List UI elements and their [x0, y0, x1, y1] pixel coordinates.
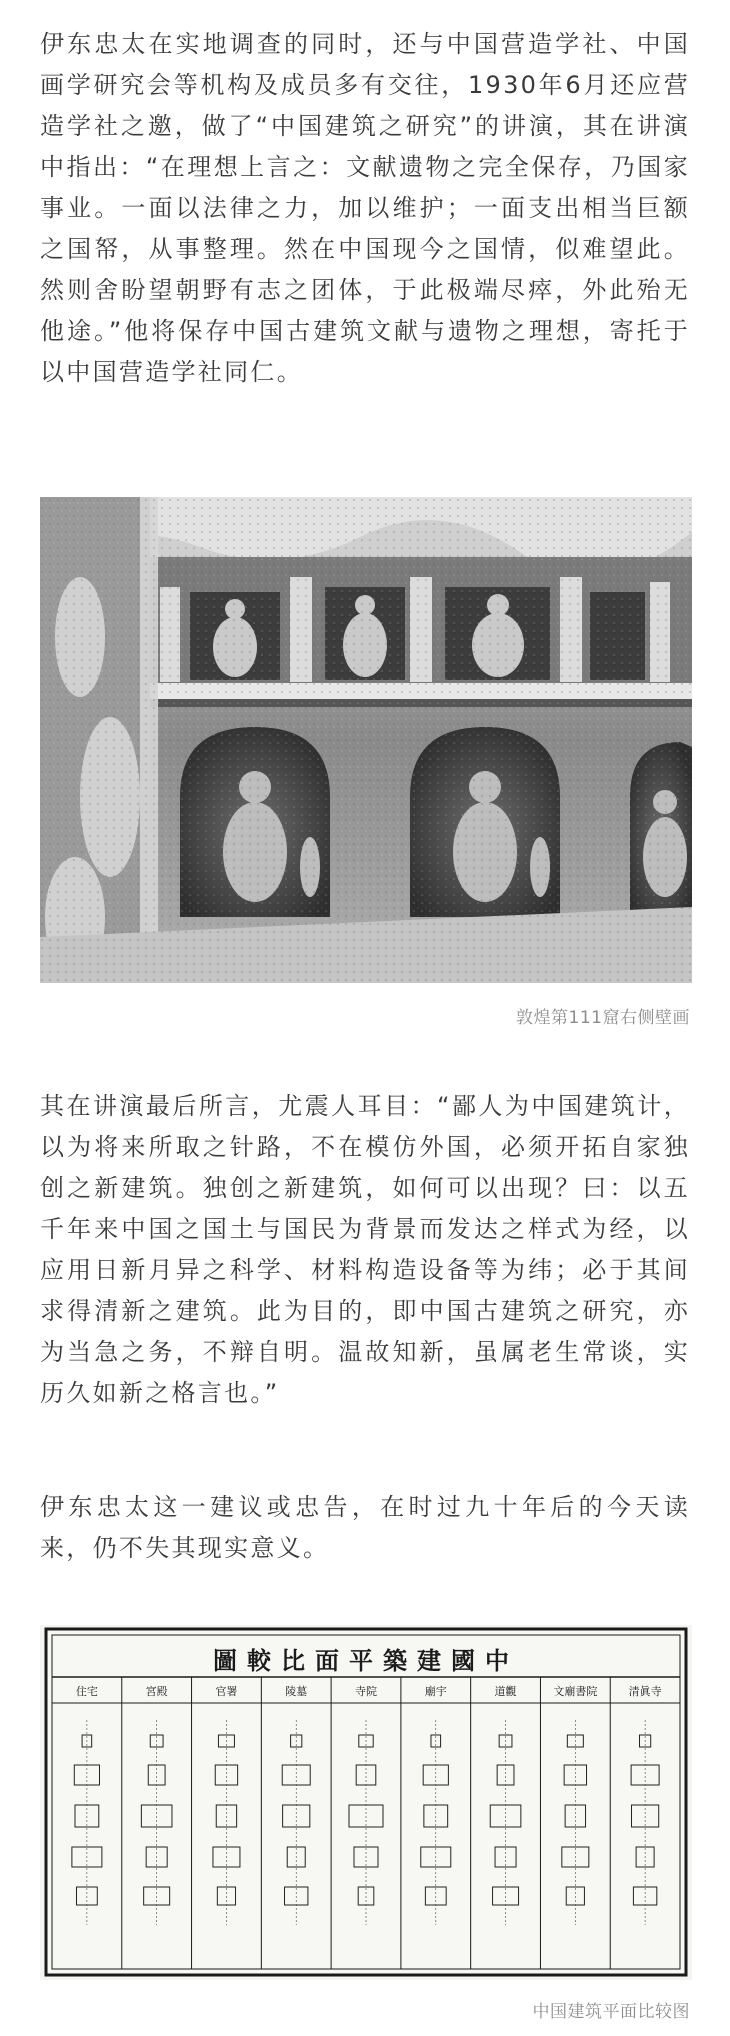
- plan-column-label: 住宅: [75, 1685, 98, 1698]
- plan-column-label: 寺院: [355, 1685, 377, 1698]
- body-paragraph-3: 伊东忠太这一建议或忠告，在时过九十年后的今天读来，仍不失其现实意义。: [40, 1493, 690, 1562]
- body-paragraph-2: 其在讲演最后所言，尤震人耳目：“鄙人为中国建筑计，以为将来所取之针路，不在模仿外国，必须开拓自家独创之新建筑。独创之新建筑，如何可以出现？曰：以五千年来中国之国土与国民为背景而发达之样式为经，以应用日新月异之科学、材料构造设备等为纬；必于其间求得清新之建筑。此为目的，即中国古建筑之研究，亦为当急之务，不辩自明。温故知新，虽属老生常谈，实历久如新之格言也。”: [40, 1092, 690, 1407]
- mural-image: [40, 497, 692, 983]
- plan-chart-image: [40, 1625, 692, 1980]
- photo-caption-1: 敦煌第111窟右侧壁画: [516, 1008, 690, 1028]
- plan-column-label: 廟宇: [424, 1685, 447, 1698]
- cave-mural-photo: [40, 497, 692, 983]
- body-paragraph-1: 伊东忠太在实地调查的同时，还与中国营造学社、中国画学研究会等机构及成员多有交往，1930年6月还应营造学社之邀，做了“中国建筑之研究”的讲演，其在讲演中指出：“在理想上言之：文献遗物之完全保存，乃国家事业。一面以法律之力，加以维护；一面支出相当巨额之国帑，从事整理。然在中国现今之国情，似难望此。然则舍盼望朝野有志之团体，于此极端尽瘁，外此殆无他途。”他将保存中国古建筑文献与遗物之理想，寄托于以中国营造学社同仁。: [40, 30, 690, 386]
- plan-chart-title: 圖較比面平築建國中: [213, 1646, 519, 1675]
- plan-column-label: 文廟書院: [553, 1685, 598, 1698]
- plan-column-label: 陵墓: [285, 1685, 308, 1698]
- plan-column-label: 清眞寺: [628, 1685, 662, 1698]
- plan-column-label: 宮殿: [145, 1685, 168, 1698]
- plan-column-label: 道觀: [494, 1685, 517, 1698]
- plan-column-label: 官署: [215, 1685, 238, 1698]
- plan-comparison-chart-photo: [40, 1625, 692, 1980]
- photo-caption-2: 中国建筑平面比较图: [532, 2002, 690, 2022]
